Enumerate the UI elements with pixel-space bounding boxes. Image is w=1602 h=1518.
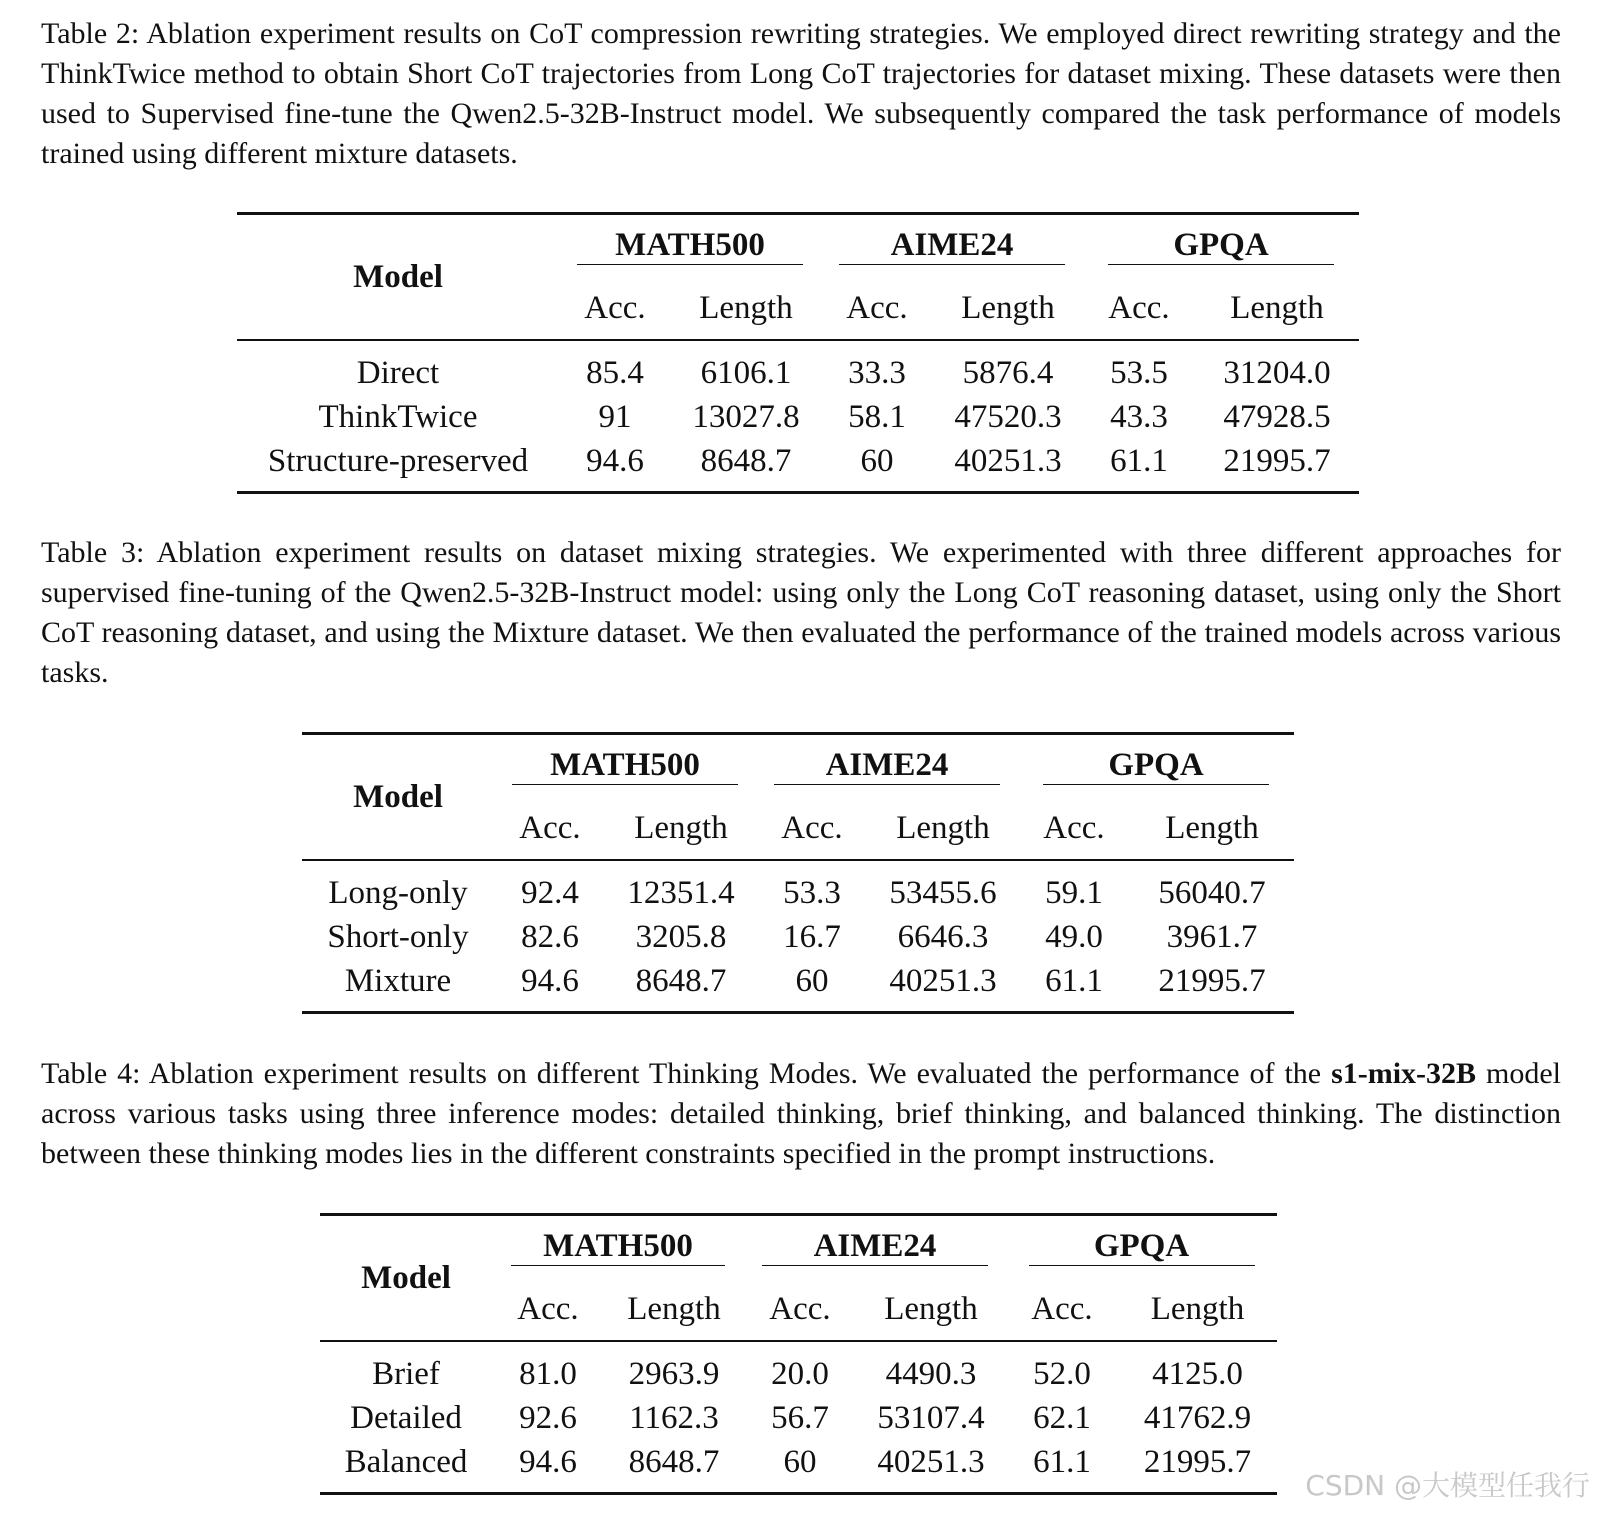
cell: 53107.4: [877, 1400, 985, 1436]
model-name-bold: s1-mix-32B: [1331, 1057, 1477, 1090]
cell: 2963.9: [628, 1356, 720, 1392]
cell-best: 94.6: [519, 1444, 577, 1480]
cell: 52.0: [1033, 1356, 1091, 1392]
model-header: Model: [361, 1259, 451, 1296]
cell: 82.6: [521, 919, 579, 955]
table-row: [237, 395, 1359, 439]
cell: 53.3: [783, 875, 841, 911]
row-model: Brief: [372, 1356, 440, 1392]
col-acc: Acc.: [846, 289, 908, 326]
cell: 3205.8: [635, 919, 727, 955]
col-acc: Acc.: [1108, 289, 1170, 326]
cell: 1162.3: [629, 1400, 719, 1436]
cell: 6646.3: [897, 919, 989, 955]
table4: [320, 1213, 1277, 1495]
table-row: [320, 1396, 1277, 1440]
col-length: Length: [896, 809, 990, 846]
cell: 47928.5: [1223, 399, 1331, 435]
table-row: [320, 1341, 1277, 1396]
table-row: [320, 1440, 1277, 1492]
cell: 59.1: [1045, 875, 1103, 911]
col-acc: Acc.: [1043, 809, 1105, 846]
row-model: Mixture: [344, 963, 452, 999]
row-model: ThinkTwice: [318, 399, 478, 435]
cell: 3961.7: [1166, 919, 1258, 955]
table-row: [302, 860, 1294, 915]
col-acc: Acc.: [519, 809, 581, 846]
table-row: [302, 959, 1294, 1011]
group-header-aime24: AIME24: [756, 735, 1018, 797]
cell: 40251.3: [889, 963, 997, 999]
cell: 12351.4: [627, 875, 735, 911]
row-model: Balanced: [344, 1444, 468, 1480]
col-length: Length: [884, 1290, 978, 1327]
cell: 5876.4: [962, 355, 1054, 391]
table2-caption: Table 2: Ablation experiment results on CoT compression rewriting strategies. We employed direct rewriting strategy and the ThinkTwice method to obtain Short CoT trajectories from Long CoT trajectories for dataset mixing. These datasets were then used to Supervised fine-tune the Qwen2.5-32B-Instruct model. We subsequently compared the task performance of models trained using different mixture datasets.: [41, 17, 1561, 170]
group-header-gpqa: GPQA: [1006, 1216, 1277, 1278]
table4-caption: Table 4: Ablation experiment results on different Thinking Modes. We evaluated the performance of the s1-mix-32B model across various tasks using three inference modes: detailed thinking, brief thinking, and balanced thinking. The distinction between these thinking modes lies in the different constraints specified in the prompt instructions.: [41, 1057, 1561, 1170]
cell: 61.1: [1033, 1444, 1091, 1480]
cell: 53.5: [1110, 355, 1168, 391]
cell: 31204.0: [1223, 355, 1331, 391]
group-header-aime24: AIME24: [744, 1216, 1006, 1278]
cell: 21995.7: [1158, 963, 1266, 999]
cell: 92.6: [519, 1400, 577, 1436]
cell: 33.3: [848, 355, 906, 391]
cell: 47520.3: [954, 399, 1062, 435]
col-length: Length: [1150, 1290, 1245, 1327]
watermark: CSDN @大模型任我行: [1305, 1469, 1590, 1502]
cell: 58.1: [848, 399, 906, 435]
row-model: Structure-preserved: [267, 443, 529, 479]
cell: 21995.7: [1143, 1444, 1252, 1480]
cell: 8648.7: [700, 443, 792, 479]
cell: 41762.9: [1143, 1400, 1252, 1436]
col-length: Length: [699, 289, 793, 326]
group-header-aime24: AIME24: [821, 215, 1083, 277]
model-header: Model: [353, 258, 443, 295]
row-model: Detailed: [350, 1400, 462, 1436]
cell: 81.0: [519, 1356, 577, 1392]
cell-best: 94.6: [586, 443, 644, 479]
col-length: Length: [627, 1290, 721, 1327]
cell: 4125.0: [1152, 1356, 1243, 1392]
cell: 20.0: [771, 1356, 829, 1392]
cell: 91: [598, 399, 632, 435]
col-length: Length: [961, 289, 1055, 326]
cell: 43.3: [1110, 399, 1168, 435]
table-row: [302, 915, 1294, 959]
cell: 16.7: [783, 919, 841, 955]
cell: 49.0: [1045, 919, 1103, 955]
row-model: Long-only: [328, 875, 468, 911]
cell-best: 60: [783, 1444, 817, 1480]
cell: 56.7: [771, 1400, 829, 1436]
cell-best: 94.6: [521, 963, 579, 999]
group-header-gpqa: GPQA: [1083, 215, 1359, 277]
col-length: Length: [1165, 809, 1259, 846]
group-header-math500: MATH500: [559, 215, 821, 277]
cell: 53455.6: [889, 875, 997, 911]
col-acc: Acc.: [769, 1290, 831, 1327]
table3: [302, 732, 1294, 1014]
col-acc: Acc.: [584, 289, 646, 326]
group-header-math500: MATH500: [494, 735, 756, 797]
cell: 8648.7: [635, 963, 727, 999]
cell-best: 62.1: [1033, 1400, 1091, 1436]
cell-best: 60: [860, 443, 894, 479]
cell: 92.4: [521, 875, 579, 911]
cell: 4490.3: [885, 1356, 977, 1392]
cell: 21995.7: [1223, 443, 1331, 479]
model-header: Model: [353, 778, 443, 815]
col-acc: Acc.: [781, 809, 843, 846]
cell: 6106.1: [700, 355, 792, 391]
cell-best: 60: [795, 963, 829, 999]
row-model: Direct: [356, 355, 440, 391]
table-row: [237, 340, 1359, 395]
cell: 40251.3: [954, 443, 1062, 479]
cell: 56040.7: [1158, 875, 1266, 911]
table2: [237, 212, 1359, 494]
cell: 85.4: [586, 355, 644, 391]
col-length: Length: [1230, 289, 1324, 326]
group-header-math500: MATH500: [492, 1216, 744, 1278]
group-header-gpqa: GPQA: [1018, 735, 1294, 797]
cell: 13027.8: [692, 399, 800, 435]
col-length: Length: [634, 809, 728, 846]
col-acc: Acc.: [517, 1290, 579, 1327]
cell-best: 61.1: [1110, 443, 1168, 479]
cell: 8648.7: [628, 1444, 720, 1480]
table3-caption: Table 3: Ablation experiment results on dataset mixing strategies. We experimented with three different approaches for supervised fine-tuning of the Qwen2.5-32B-Instruct model: using only the Long CoT reasoning dataset, using only the Short CoT reasoning dataset, and using the Mixture dataset. We then evaluated the performance of the trained models across various tasks.: [41, 536, 1561, 689]
row-model: Short-only: [327, 919, 469, 955]
table-row: [237, 439, 1359, 491]
cell-best: 61.1: [1045, 963, 1103, 999]
cell: 40251.3: [877, 1444, 985, 1480]
col-acc: Acc.: [1031, 1290, 1093, 1327]
